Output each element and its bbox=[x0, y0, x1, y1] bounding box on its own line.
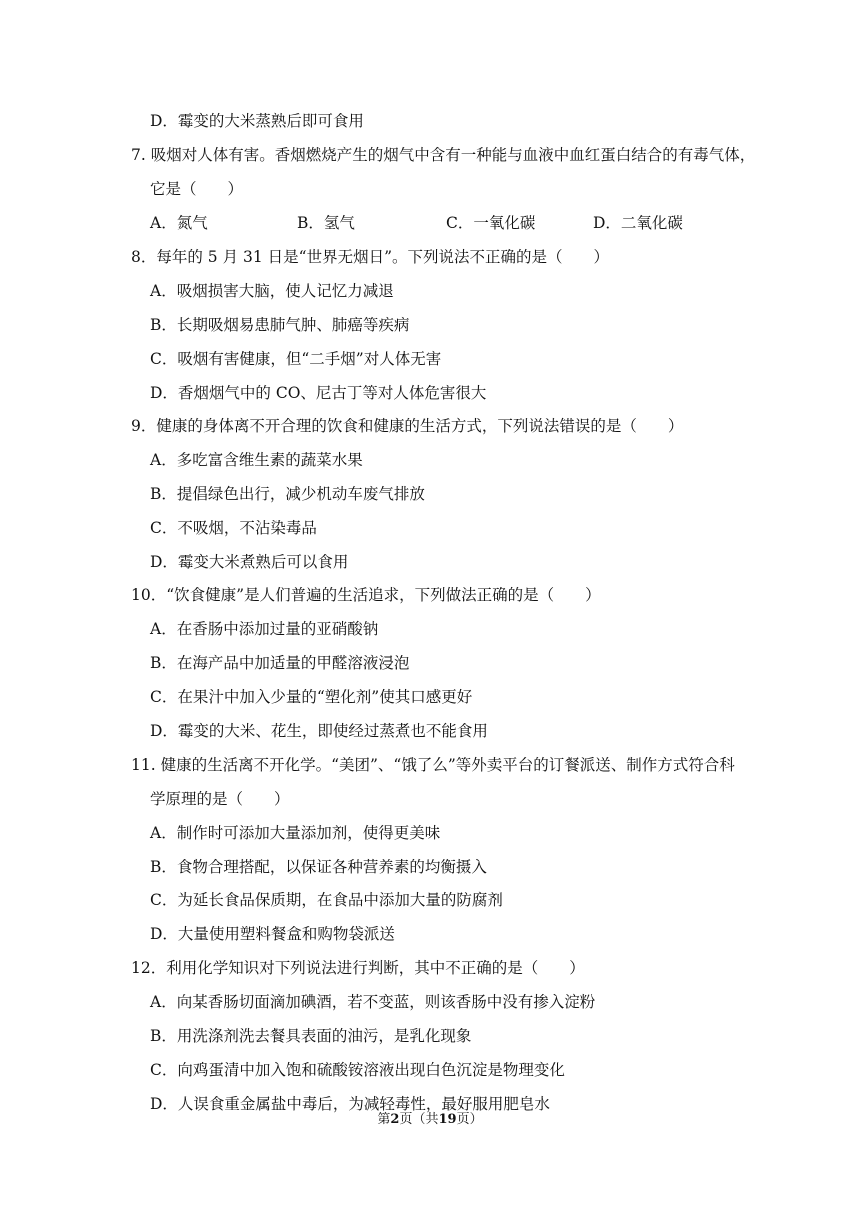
q11-stem-line2: 学原理的是（ ） bbox=[150, 790, 290, 808]
q9-option-a: A．多吃富含维生素的蔬菜水果 bbox=[150, 451, 363, 469]
q11-stem-line1: 11. 健康的生活离不开化学。“美团”、“饿了么”等外卖平台的订餐派送、制作方式符合科 bbox=[131, 756, 735, 774]
q11-option-b: B．食物合理搭配，以保证各种营养素的均衡摄入 bbox=[150, 858, 487, 876]
q8-option-b: B．长期吸烟易患肺气肿、肺癌等疾病 bbox=[150, 316, 410, 334]
q9-option-c: C．不吸烟，不沾染毒品 bbox=[150, 519, 317, 537]
q9-option-b: B．提倡绿色出行，减少机动车废气排放 bbox=[150, 485, 425, 503]
footer-suffix: 页） bbox=[456, 1112, 483, 1127]
q7-option-d: D．二氧化碳 bbox=[593, 214, 683, 232]
q7-option-b: B．氢气 bbox=[297, 214, 355, 232]
q9-option-d: D．霉变大米煮熟后可以食用 bbox=[150, 553, 349, 571]
q10-option-b: B．在海产品中加适量的甲醛溶液浸泡 bbox=[150, 654, 410, 672]
q7-stem-line1: 7. 吸烟对人体有害。香烟燃烧产生的烟气中含有一种能与血液中血红蛋白结合的有毒气体， bbox=[131, 146, 756, 164]
q7-option-a: A．氮气 bbox=[150, 214, 208, 232]
footer-prefix: 第 bbox=[377, 1112, 391, 1127]
q12-option-d: D．人误食重金属盐中毒后，为减轻毒性，最好服用肥皂水 bbox=[150, 1095, 550, 1113]
q7-option-c: C．一氧化碳 bbox=[446, 214, 536, 232]
footer-page-number: 2 bbox=[390, 1112, 400, 1127]
q8-stem: 8．每年的 5 月 31 日是“世界无烟日”。下列说法不正确的是（ ） bbox=[131, 248, 610, 266]
q6-option-d: D．霉变的大米蒸熟后即可食用 bbox=[150, 112, 364, 130]
q10-stem: 10．“饮食健康”是人们普遍的生活追求，下列做法正确的是（ ） bbox=[131, 586, 601, 604]
footer-mid: 页（共 bbox=[399, 1112, 439, 1127]
q12-stem: 12．利用化学知识对下列说法进行判断，其中不正确的是（ ） bbox=[131, 959, 585, 977]
q12-option-a: A．向某香肠切面滴加碘酒，若不变蓝，则该香肠中没有掺入淀粉 bbox=[150, 993, 596, 1011]
q8-option-d: D．香烟烟气中的 CO、尼古丁等对人体危害很大 bbox=[150, 384, 487, 402]
page-footer bbox=[0, 1112, 860, 1128]
q7-options-row bbox=[150, 213, 710, 233]
q8-option-c: C．吸烟有害健康，但“二手烟”对人体无害 bbox=[150, 350, 442, 368]
q12-option-b: B．用洗涤剂洗去餐具表面的油污，是乳化现象 bbox=[150, 1027, 472, 1045]
q11-option-c: C．为延长食品保质期，在食品中添加大量的防腐剂 bbox=[150, 891, 503, 909]
q10-option-d: D．霉变的大米、花生，即使经过蒸煮也不能食用 bbox=[150, 722, 488, 740]
q7-stem-line2: 它是（ ） bbox=[150, 180, 244, 198]
footer-total-pages: 19 bbox=[438, 1112, 457, 1127]
q10-option-a: A．在香肠中添加过量的亚硝酸钠 bbox=[150, 620, 379, 638]
q9-stem: 9．健康的身体离不开合理的饮食和健康的生活方式，下列说法错误的是（ ） bbox=[131, 417, 684, 435]
q8-option-a: A．吸烟损害大脑，使人记忆力减退 bbox=[150, 282, 394, 300]
q11-option-d: D．大量使用塑料餐盒和购物袋派送 bbox=[150, 925, 395, 943]
q12-option-c: C．向鸡蛋清中加入饱和硫酸铵溶液出现白色沉淀是物理变化 bbox=[150, 1061, 565, 1079]
q10-option-c: C．在果汁中加入少量的“塑化剂”使其口感更好 bbox=[150, 688, 473, 706]
q11-option-a: A．制作时可添加大量添加剂，使得更美味 bbox=[150, 824, 441, 842]
